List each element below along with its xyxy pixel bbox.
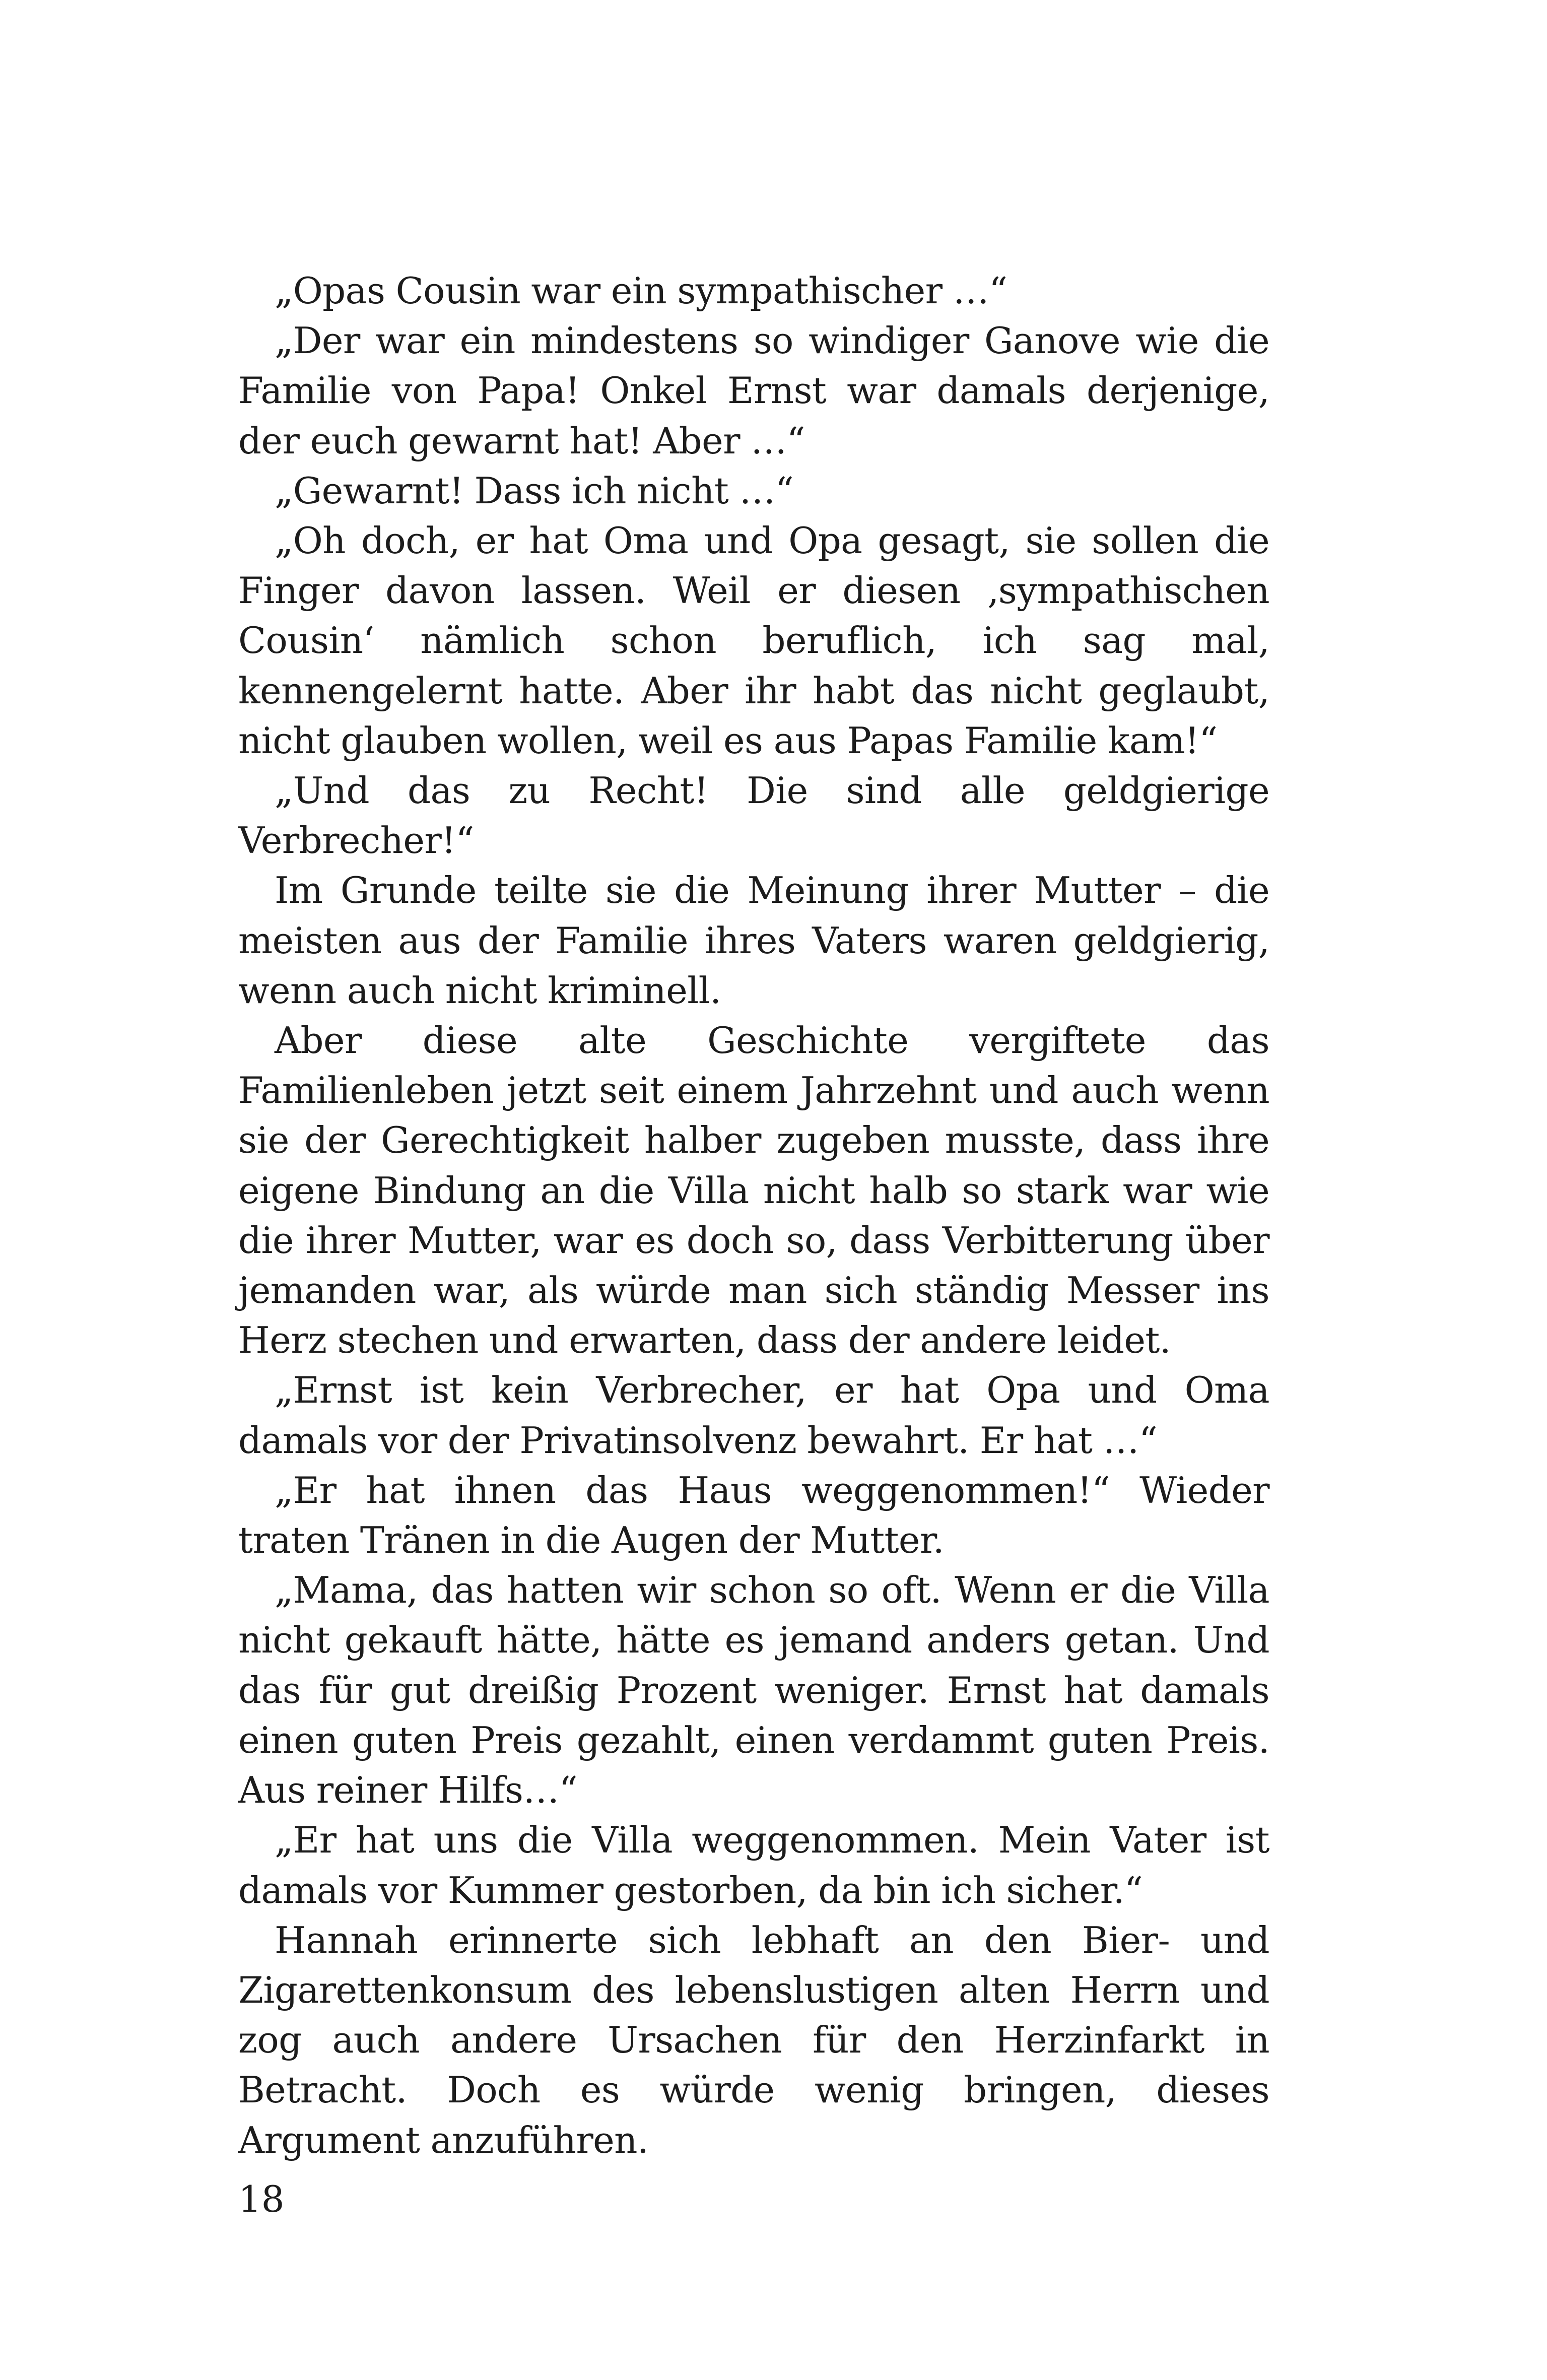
paragraph: „Opas Cousin war ein sympathischer …“ [275,270,1007,312]
paragraph: „Ernst ist kein Verbrecher, er hat Opa und Oma damals vor der Privatinsolvenz bewahrt. Er hat …“ [238,1369,1269,1462]
paragraph: „Der war ein mindestens so windiger Ganove wie die Familie von Papa! Onkel Ernst war damals derjenige, der euch gewarnt hat! Aber …“ [238,319,1269,462]
paragraph: „Er hat ihnen das Haus weggenommen!“ Wieder traten Tränen in die Augen der Mutter. [238,1469,1269,1562]
paragraph: Hannah erinnerte sich lebhaft an den Bier- und Zigarettenkonsum des lebenslustigen alten Herrn und zog auch andere Ursachen für den Herzinfarkt in Betracht. Doch es würde wenig bringen, dieses Argument anzuführen. [238,1919,1269,2161]
paragraph: „Mama, das hatten wir schon so oft. Wenn er die Villa nicht gekauft hätte, hätte es jemand anders getan. Und das für gut dreißig Prozent weniger. Ernst hat damals einen guten Preis gezahlt, einen verdammt guten Preis. Aus reiner Hilfs…“ [238,1569,1269,1812]
paragraph: „Und das zu Recht! Die sind alle geldgierige Verbrecher!“ [238,769,1269,862]
page-number: 18 [238,2178,285,2220]
paragraph: „Er hat uns die Villa weggenommen. Mein Vater ist damals vor Kummer gestorben, da bin ich sicher.“ [238,1819,1269,1911]
paragraph: „Oh doch, er hat Oma und Opa gesagt, sie sollen die Finger davon lassen. Weil er diesen ‚sympathischen Cousin‘ nämlich schon beruflich, ich sag mal, kennengelernt hatte. Aber ihr habt das nicht geglaubt, nicht glauben wollen, weil es aus Papas Familie kam!“ [238,519,1269,762]
paragraph: Aber diese alte Geschichte vergiftete das Familienleben jetzt seit einem Jahrzehnt und auch wenn sie der Gerechtigkeit halber zugeben musste, dass ihre eigene Bindung an die Villa nicht halb so stark war wie die ihrer Mutter, war es doch so, dass Verbitterung über jemanden war, als würde man sich ständig Messer ins Herz stechen und erwarten, dass der andere leidet. [238,1019,1269,1362]
paragraph: Im Grunde teilte sie die Meinung ihrer Mutter – die meisten aus der Familie ihres Vaters waren geldgierig, wenn auch nicht kriminell. [238,869,1269,1012]
body-text [238,266,1269,2165]
paragraph: „Gewarnt! Dass ich nicht …“ [275,469,794,512]
